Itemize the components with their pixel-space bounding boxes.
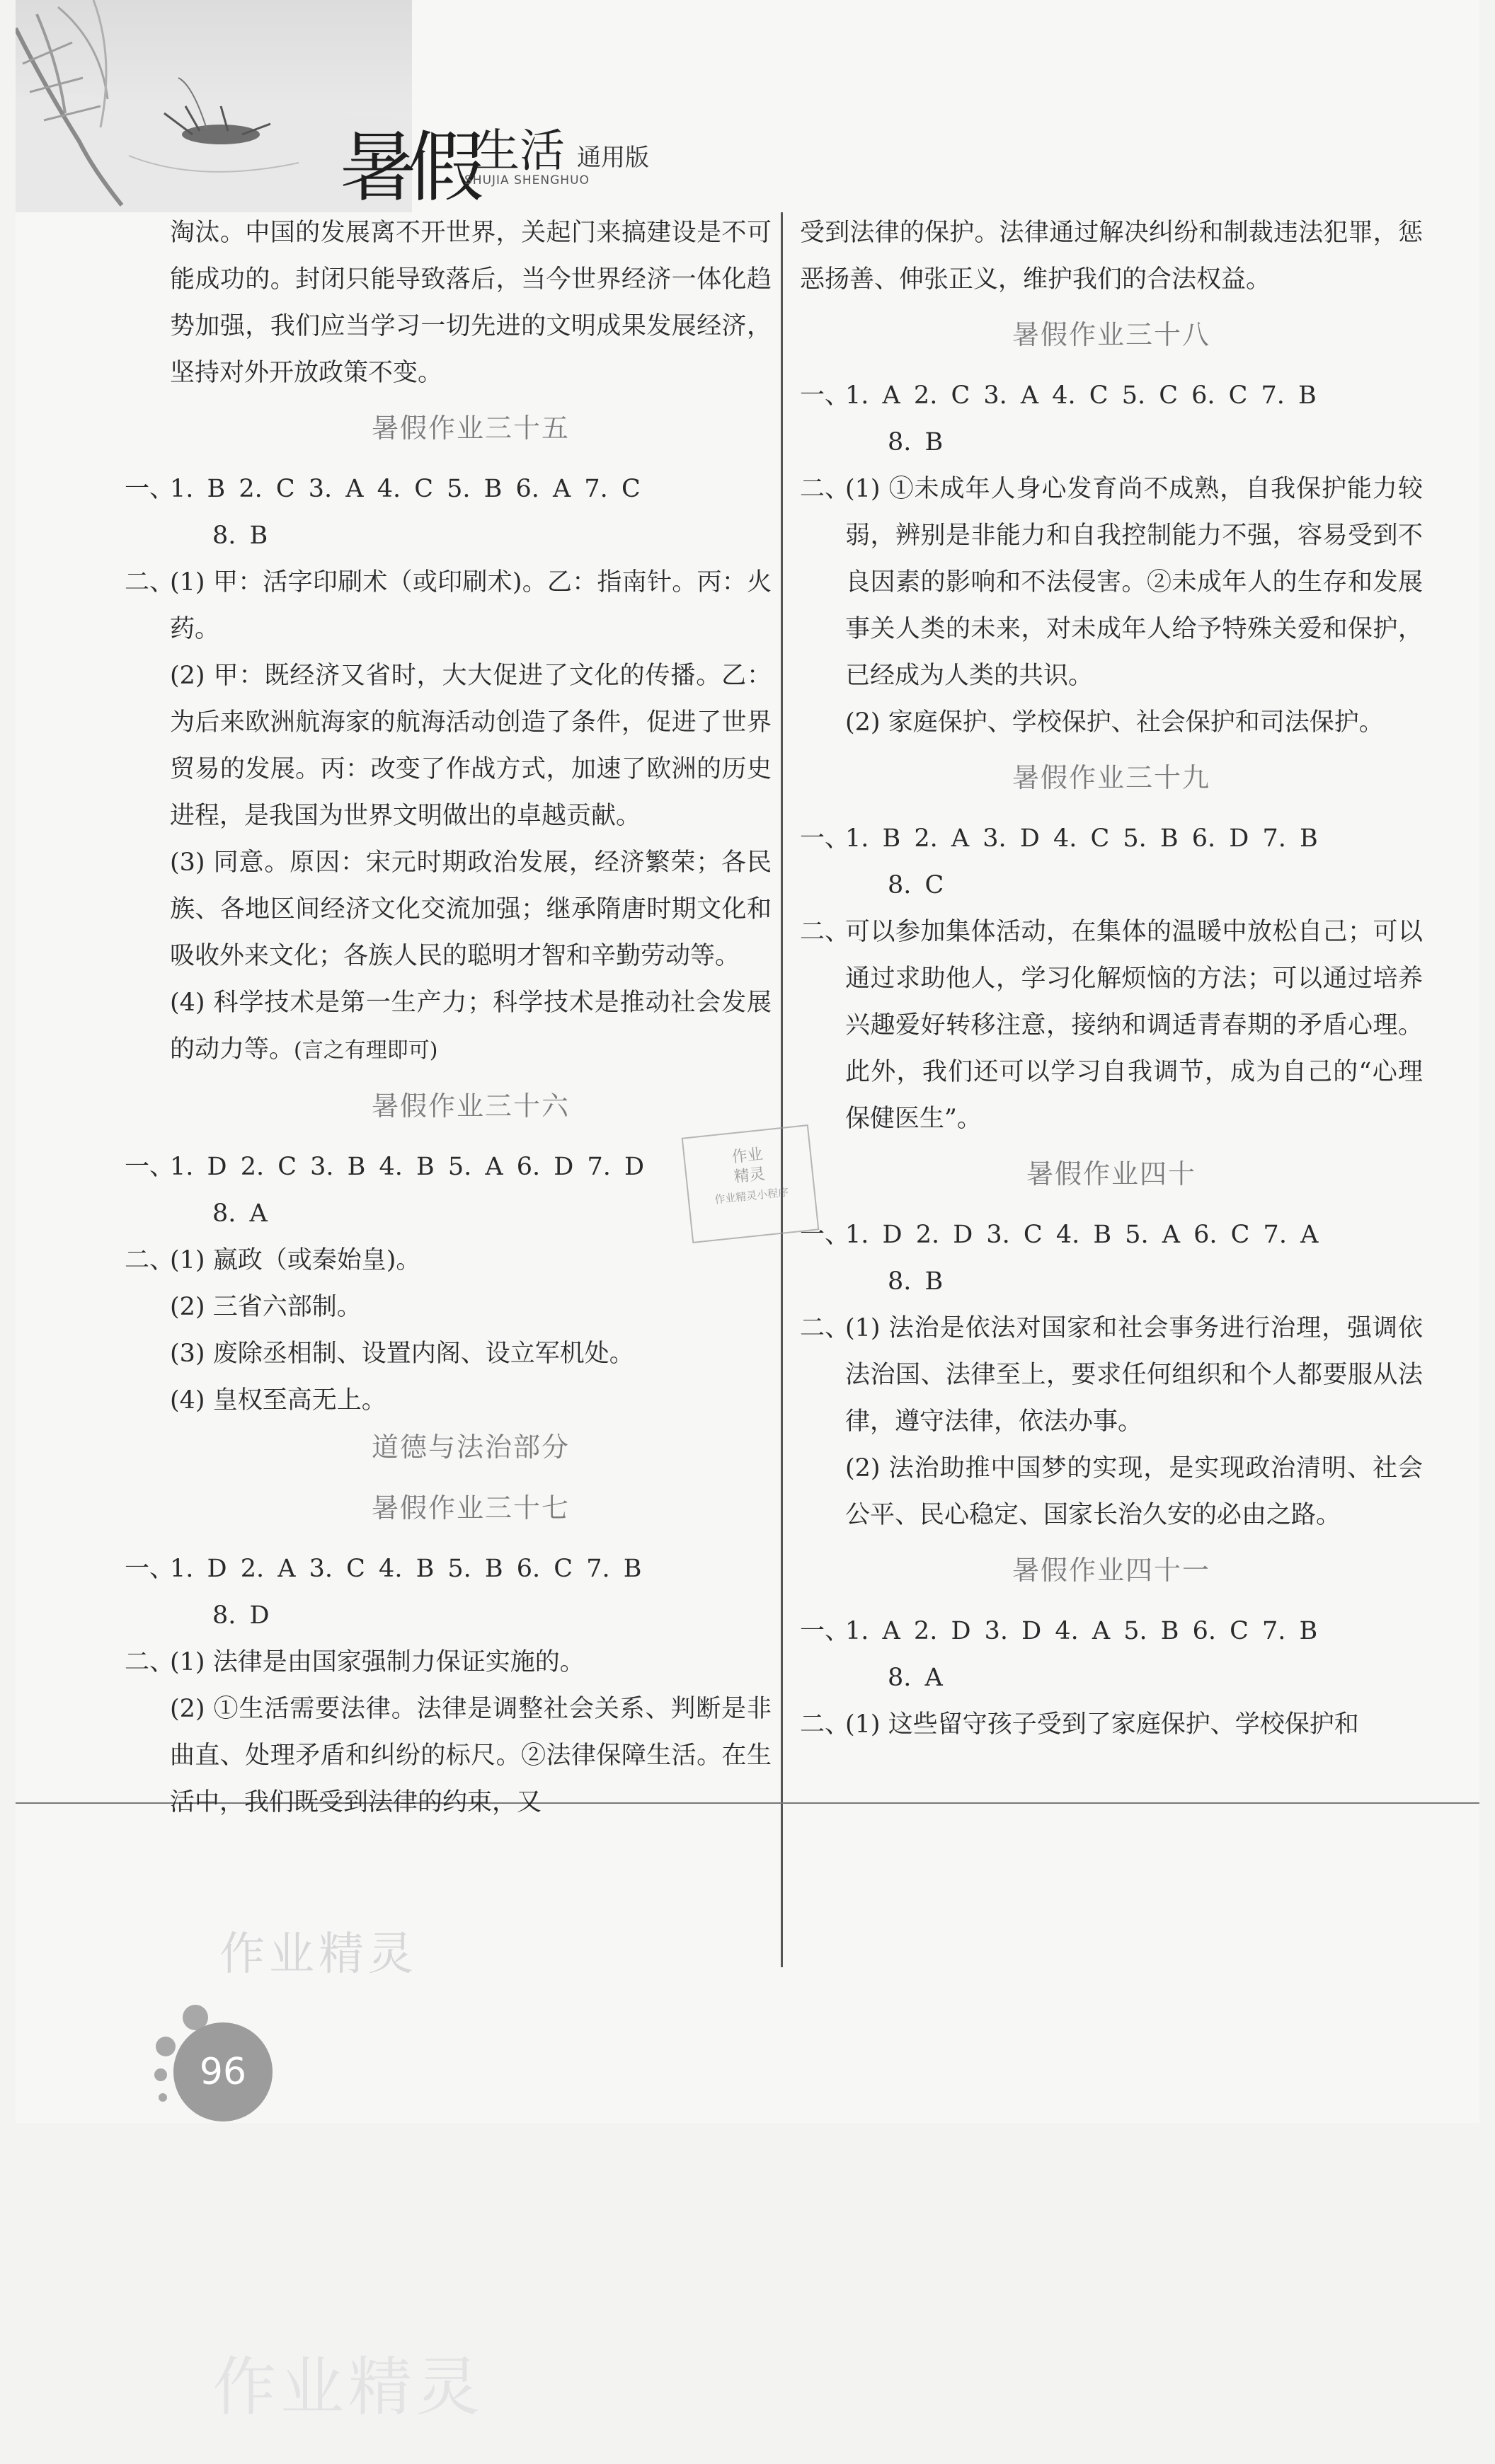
part-title: 道德与法治部分: [371, 1432, 570, 1463]
page-number: 96: [199, 2051, 247, 2093]
answer-item: (2) 法治助推中国梦的实现，是实现政治清明、社会公平、民心稳定、国家长治久安的必由之路。: [845, 1454, 1423, 1529]
part-one-label: 一、: [800, 381, 850, 410]
answer-item: (3) 废除丞相制、设置内阁、设立军机处。: [170, 1340, 634, 1368]
choice-answers-40: [800, 1211, 1423, 1305]
decor-dot: [154, 2068, 167, 2081]
watermark: 作业精灵: [219, 1928, 418, 1981]
answer-item: (2) ①生活需要法律。法律是调整社会关系、判断是非曲直、处理矛盾和纠纷的标尺。②法律保障生活。在生活中，我们既受到法律的约束，又: [170, 1695, 772, 1817]
choice-answers-37: [125, 1545, 772, 1639]
part-one-label: 一、: [800, 1221, 850, 1249]
part-two-label: 二、: [125, 1246, 175, 1274]
short-answers-38: [800, 466, 1423, 746]
answer-item: [170, 979, 772, 1074]
answer-item: (2) 家庭保护、学校保护、社会保护和司法保护。: [845, 708, 1384, 737]
short-answers-37: [125, 1639, 772, 1826]
answer-text: (4) 科学技术是第一生产力；科学技术是推动社会发展的动力等。: [170, 989, 772, 1064]
choice-answers-41: [800, 1608, 1423, 1701]
short-answers-40: [800, 1305, 1423, 1538]
part-one-label: 一、: [125, 1555, 175, 1583]
part-two-label: 二、: [800, 475, 850, 503]
choice-line: 8. D: [212, 1601, 270, 1630]
choice-line: 1. A 2. C 3. A 4. C 5. C 6. C 7. B: [845, 381, 1317, 410]
part-two-label: 二、: [800, 918, 850, 946]
part-two-label: 二、: [800, 1314, 850, 1342]
short-answers-36: [125, 1237, 772, 1424]
app-stamp: [682, 1124, 820, 1243]
answer-item: 可以参加集体活动，在集体的温暖中放松自己；可以通过求助他人，学习化解烦恼的方法；可以通过培养兴趣爱好转移注意，接纳和调适青春期的矛盾心理。此外，我们还可以学习自我调节，成为自己的“心理保健医生”。: [845, 918, 1423, 1133]
brand-logo: [340, 99, 736, 212]
answer-item: (1) 法治是依法对国家和社会事务进行治理，强调依法治国、法律至上，要求任何组织和个人都要服从法律，遵守法律，依法办事。: [845, 1314, 1423, 1436]
choice-line: 1. B 2. A 3. D 4. C 5. B 6. D 7. B: [845, 824, 1318, 853]
short-answers-39: [800, 909, 1423, 1142]
choice-answers-39: [800, 815, 1423, 909]
section-title-35: 暑假作业三十五: [371, 413, 570, 444]
choice-line: 8. B: [212, 522, 268, 550]
stamp-line: 作业: [731, 1145, 764, 1167]
intro-paragraph: 淘汰。中国的发展离不开世界，关起门来搞建设是不可能成功的。封闭只能导致落后，当今世界经济一体化趋势加强，我们应当学习一切先进的文明成果发展经济，坚持对外开放政策不变。: [170, 219, 772, 387]
decor-dot: [156, 2037, 176, 2056]
part-two-label: 二、: [125, 1648, 175, 1676]
part-one-label: 一、: [800, 1617, 850, 1645]
section-title-39: 暑假作业三十九: [1012, 762, 1210, 793]
choice-line: 1. D 2. D 3. C 4. B 5. A 6. C 7. A: [845, 1221, 1319, 1249]
answer-item: (3) 同意。原因：宋元时期政治发展，经济繁荣；各民族、各地区间经济文化交流加强；继承隋唐时期文化和吸收外来文化；各族人民的聪明才智和辛勤劳动等。: [170, 848, 772, 970]
choice-line: 8. A: [212, 1199, 268, 1228]
choice-answers-35: [125, 466, 772, 559]
choice-line: 8. B: [888, 1267, 944, 1296]
choice-line: 1. A 2. D 3. D 4. A 5. B 6. C 7. B: [845, 1617, 1318, 1645]
part-two-label: 二、: [125, 568, 175, 597]
left-column: [125, 209, 772, 1826]
section-title-40: 暑假作业四十: [1026, 1158, 1196, 1190]
logo-pinyin: SHUJIA SHENGHUO: [464, 173, 590, 188]
section-title-36: 暑假作业三十六: [371, 1090, 570, 1122]
column-divider: [781, 212, 783, 1967]
answer-note: (言之有理即可): [294, 1038, 438, 1063]
part-one-label: 一、: [800, 824, 850, 853]
choice-line: 1. D 2. C 3. B 4. B 5. A 6. D 7. D: [170, 1153, 645, 1181]
answer-item: (1) 甲：活字印刷术（或印刷术)。乙：指南针。丙：火药。: [170, 568, 772, 643]
answer-item: (1) 这些留守孩子受到了家庭保护、学校保护和: [845, 1710, 1359, 1739]
short-answers-41: [800, 1701, 1423, 1748]
page-number-badge: [142, 2008, 276, 2143]
edition-label: 通用版: [577, 144, 649, 172]
choice-line: 8. B: [888, 428, 944, 456]
choice-line: 1. D 2. A 3. C 4. B 5. B 6. C 7. B: [170, 1555, 642, 1583]
choice-answers-38: [800, 372, 1423, 466]
short-answers-35: [125, 559, 772, 1074]
decor-dot: [159, 2093, 167, 2102]
section-title-38: 暑假作业三十八: [1012, 319, 1210, 350]
watermark: 作业精灵: [212, 2350, 484, 2424]
part-one-label: 一、: [125, 475, 175, 503]
answer-item: (1) 嬴政（或秦始皇)。: [170, 1246, 421, 1274]
part-one-label: 一、: [125, 1153, 175, 1181]
stamp-line: 作业精灵小程序: [714, 1185, 789, 1207]
choice-answers-36: [125, 1144, 772, 1237]
answer-item: (4) 皇权至高无上。: [170, 1386, 386, 1415]
intro-paragraph: 受到法律的保护。法律通过解决纠纷和制裁违法犯罪，惩恶扬善、伸张正义，维护我们的合法权益。: [800, 219, 1423, 294]
section-title-37: 暑假作业三十七: [371, 1492, 570, 1524]
answer-item: (1) ①未成年人身心发育尚不成熟，自我保护能力较弱，辨别是非能力和自我控制能力不强，容易受到不良因素的影响和不法侵害。②未成年人的生存和发展事关人类的未来，对未成年人给予特殊关爱和保护，已经成为人类的共识。: [845, 475, 1423, 690]
choice-line: 8. A: [888, 1664, 943, 1692]
answer-item: (2) 甲：既经济又省时，大大促进了文化的传播。乙：为后来欧洲航海家的航海活动创造了条件，促进了世界贸易的发展。丙：改变了作战方式，加速了欧洲的历史进程，是我国为世界文明做出的卓越贡献。: [170, 662, 772, 830]
choice-line: 8. C: [888, 871, 944, 899]
stamp-line: 精灵: [733, 1165, 766, 1187]
logo-title: 暑假: [340, 124, 476, 212]
answer-item: (2) 三省六部制。: [170, 1293, 362, 1321]
logo-subtitle: 生活: [474, 125, 565, 178]
right-column: [800, 209, 1423, 1748]
section-title-41: 暑假作业四十一: [1012, 1555, 1210, 1586]
part-two-label: 二、: [800, 1710, 850, 1739]
answer-item: (1) 法律是由国家强制力保证实施的。: [170, 1648, 585, 1676]
choice-line: 1. B 2. C 3. A 4. C 5. B 6. A 7. C: [170, 475, 641, 503]
